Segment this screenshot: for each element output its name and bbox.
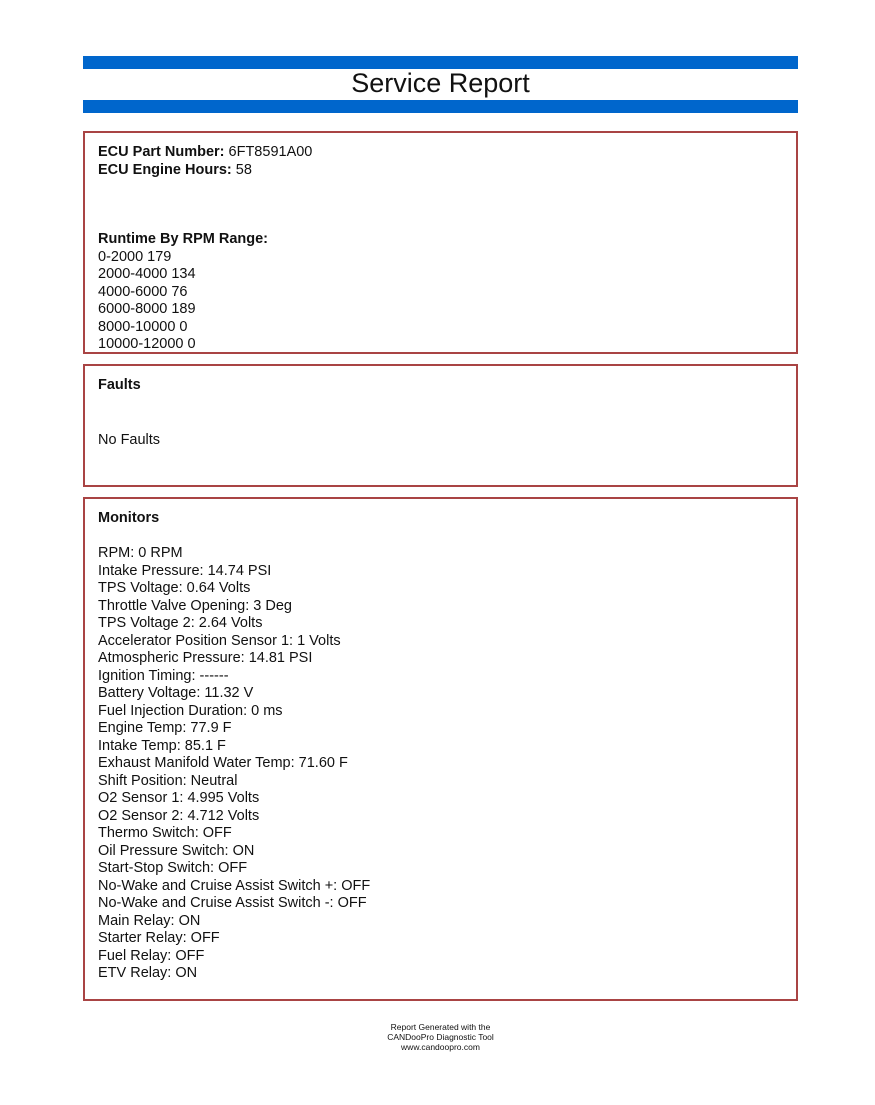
page-title: Service Report	[351, 68, 530, 98]
monitors-heading: Monitors	[98, 510, 160, 526]
monitor-item: Intake Temp: 85.1 F	[98, 737, 226, 754]
monitor-item: Exhaust Manifold Water Temp: 71.60 F	[98, 755, 348, 771]
runtime-row: 2000-4000 134	[98, 266, 196, 282]
monitor-item: Throttle Valve Opening: 3 Deg	[98, 597, 292, 614]
footer-line-1: Report Generated with the	[390, 1022, 491, 1032]
monitor-item: Intake Pressure: 14.74 PSI	[98, 562, 272, 579]
monitor-item: No-Wake and Cruise Assist Switch +: OFF	[98, 877, 371, 894]
monitor-item: Starter Relay: OFF	[98, 930, 220, 946]
monitor-item: No-Wake and Cruise Assist Switch -: OFF	[98, 895, 367, 911]
monitor-item: Main Relay: ON	[98, 912, 201, 929]
runtime-row: 10000-12000 0	[98, 336, 196, 352]
runtime-row: 8000-10000 0	[98, 318, 188, 335]
report-footer	[83, 1022, 798, 1052]
monitor-item: TPS Voltage 2: 2.64 Volts	[98, 615, 263, 631]
faults-heading: Faults	[98, 377, 141, 393]
monitor-item: Fuel Relay: OFF	[98, 947, 205, 964]
monitor-item: Start-Stop Switch: OFF	[98, 860, 248, 876]
runtime-row: 4000-6000 76	[98, 283, 188, 300]
monitor-item: Engine Temp: 77.9 F	[98, 720, 232, 736]
runtime-heading: Runtime By RPM Range:	[98, 231, 268, 247]
runtime-row: 6000-8000 189	[98, 301, 196, 317]
ecu-engine-hours-label: ECU Engine Hours:	[98, 161, 232, 178]
monitor-item: Atmospheric Pressure: 14.81 PSI	[98, 650, 313, 666]
footer-line-2: CANDooPro Diagnostic Tool	[387, 1032, 494, 1042]
faults-section	[83, 364, 798, 487]
runtime-row: 0-2000 179	[98, 248, 172, 265]
monitor-item: Accelerator Position Sensor 1: 1 Volts	[98, 632, 341, 649]
ecu-part-number-label: ECU Part Number:	[98, 144, 225, 160]
monitor-item: TPS Voltage: 0.64 Volts	[98, 580, 251, 596]
monitor-item: O2 Sensor 2: 4.712 Volts	[98, 807, 260, 824]
monitor-item: Battery Voltage: 11.32 V	[98, 685, 254, 701]
monitor-item: Oil Pressure Switch: ON	[98, 842, 255, 859]
ecu-engine-hours	[98, 162, 783, 180]
monitor-item: Fuel Injection Duration: 0 ms	[98, 702, 283, 719]
ecu-section	[83, 131, 798, 354]
ecu-part-number-value: 6FT8591A00	[228, 144, 313, 160]
monitor-item: O2 Sensor 1: 4.995 Volts	[98, 790, 260, 806]
monitor-item: Thermo Switch: OFF	[98, 825, 232, 841]
monitor-item: Shift Position: Neutral	[98, 772, 238, 789]
header-bar-bottom	[83, 100, 798, 113]
footer-link[interactable]: www.candoopro.com	[401, 1042, 480, 1052]
faults-text: No Faults	[98, 432, 161, 448]
monitor-item: RPM: 0 RPM	[98, 545, 183, 561]
monitor-item: ETV Relay: ON	[98, 965, 198, 981]
ecu-engine-hours-value: 58	[235, 161, 252, 178]
ecu-part-number	[98, 144, 783, 162]
monitor-item: Ignition Timing: ------	[98, 667, 229, 684]
monitors-section	[83, 497, 798, 1001]
